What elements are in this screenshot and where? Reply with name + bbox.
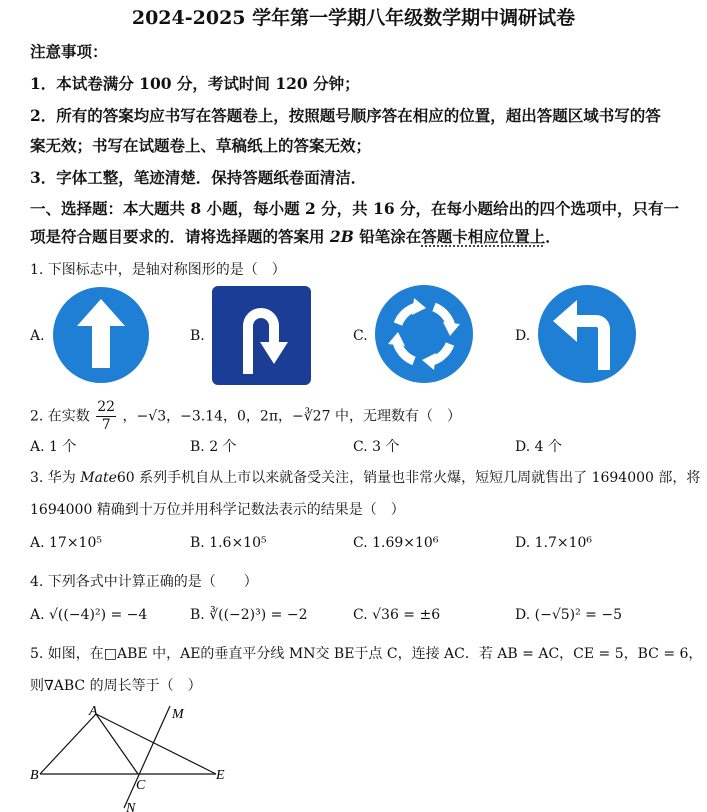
q3-option-c: C. 1.69×10⁶	[353, 535, 439, 551]
q4-stem: 4. 下列各式中计算正确的是（ ）	[30, 574, 258, 590]
point-e-label: E	[216, 768, 225, 783]
q2-option-c: C. 3 个	[353, 439, 400, 455]
q1-option-b-label: B.	[190, 328, 205, 344]
section-1-pencil-grade: 2B	[329, 227, 354, 246]
point-n-label: N	[126, 801, 136, 812]
segment-ae	[96, 714, 216, 774]
q2-option-d: D. 4 个	[515, 439, 562, 455]
notice-item-2-line-1: 2．所有的答案均应书写在答题卷上，按照题号顺序答在相应的位置，超出答题区域书写的答	[30, 106, 661, 125]
q1-option-c-label: C.	[353, 328, 368, 344]
q2-fraction-denominator: 7	[101, 417, 111, 433]
arrow-up-sign-icon	[52, 286, 150, 384]
u-turn-sign-icon	[212, 286, 311, 385]
q1-option-d-label: D.	[515, 328, 531, 344]
q3-option-a: A. 17×10⁵	[30, 535, 102, 551]
section-1-text-a: 项是符合题目要求的．请将选择题的答案用	[30, 227, 330, 246]
q4-option-b: B. ∛((−2)³) = −2	[190, 607, 308, 623]
q3-option-b: B. 1.6×10⁵	[190, 535, 267, 551]
q2-number-list: ，−√3，−3.14，0，2π，−∛27 中，无理数有（ ）	[122, 408, 461, 425]
section-1-answer-location: 答题卡相应位置上	[421, 227, 546, 246]
q3-stem-line-2: 1694000 精确到十万位并用科学记数法表示的结果是（ ）	[30, 502, 405, 518]
segment-ac	[96, 714, 138, 774]
q3-phone-model: Mate	[80, 470, 117, 486]
q5-stem-line-1: 5. 如图，在□ABE 中，AE的垂直平分线 MN交 BE于点 C，连接 AC．若 AB = AC，CE = 5，BC = 6，	[30, 646, 703, 662]
point-m-label: M	[172, 707, 184, 722]
point-a-label: A	[89, 704, 98, 719]
q1-stem: 1. 下图标志中，是轴对称图形的是（ ）	[30, 262, 286, 278]
section-1-line-2	[30, 225, 561, 247]
point-b-label: B	[30, 768, 39, 783]
notice-item-2-line-2: 案无效；书写在试题卷上、草稿纸上的答案无效；	[30, 136, 372, 155]
turn-left-sign-icon	[537, 284, 637, 384]
roundabout-sign-icon	[374, 284, 474, 384]
section-1-text-c: 铅笔涂在	[353, 227, 422, 246]
q2-option-a: A. 1 个	[30, 439, 77, 455]
exam-title: 2024-2025 学年第一学期八年级数学期中调研试卷	[131, 7, 576, 29]
q3-stem-line-1	[30, 467, 700, 487]
q2-option-b: B. 2 个	[190, 439, 237, 455]
q4-option-c: C. √36 = ±6	[353, 607, 441, 623]
triangle-figure	[28, 700, 238, 812]
q2-fraction-numerator: 22	[97, 399, 116, 415]
point-c-label: C	[136, 778, 146, 793]
q2-fraction	[96, 399, 116, 434]
section-1-text-e: ．	[545, 227, 561, 246]
line-mn	[124, 706, 170, 808]
segment-ab	[40, 714, 96, 774]
q1-option-a-label: A.	[30, 328, 45, 344]
q2-stem	[30, 399, 461, 434]
q4-option-a: A. √((−4)²) = −4	[30, 607, 148, 623]
q3-text-c: 60 系列手机自从上市以来就备受关注，销量也非常火爆，短短几周就售出了 1694000 部，将	[116, 470, 701, 486]
notice-heading: 注意事项：	[30, 42, 108, 61]
q3-text-a: 3. 华为	[30, 470, 81, 486]
q5-stem-line-2: 则∇ABC 的周长等于（ ）	[30, 678, 202, 694]
q3-option-d: D. 1.7×10⁶	[515, 535, 593, 551]
q2-prefix: 2. 在实数	[30, 408, 90, 425]
section-1-line-1: 一、选择题：本大题共 8 小题，每小题 2 分，共 16 分，在每小题给出的四个选项中，只有一	[30, 199, 680, 218]
notice-item-3: 3．字体工整，笔迹清楚．保持答题纸卷面清洁．	[30, 168, 367, 187]
q4-option-d: D. (−√5)² = −5	[515, 607, 622, 623]
notice-item-1: 1．本试卷满分 100 分，考试时间 120 分钟；	[30, 74, 360, 93]
